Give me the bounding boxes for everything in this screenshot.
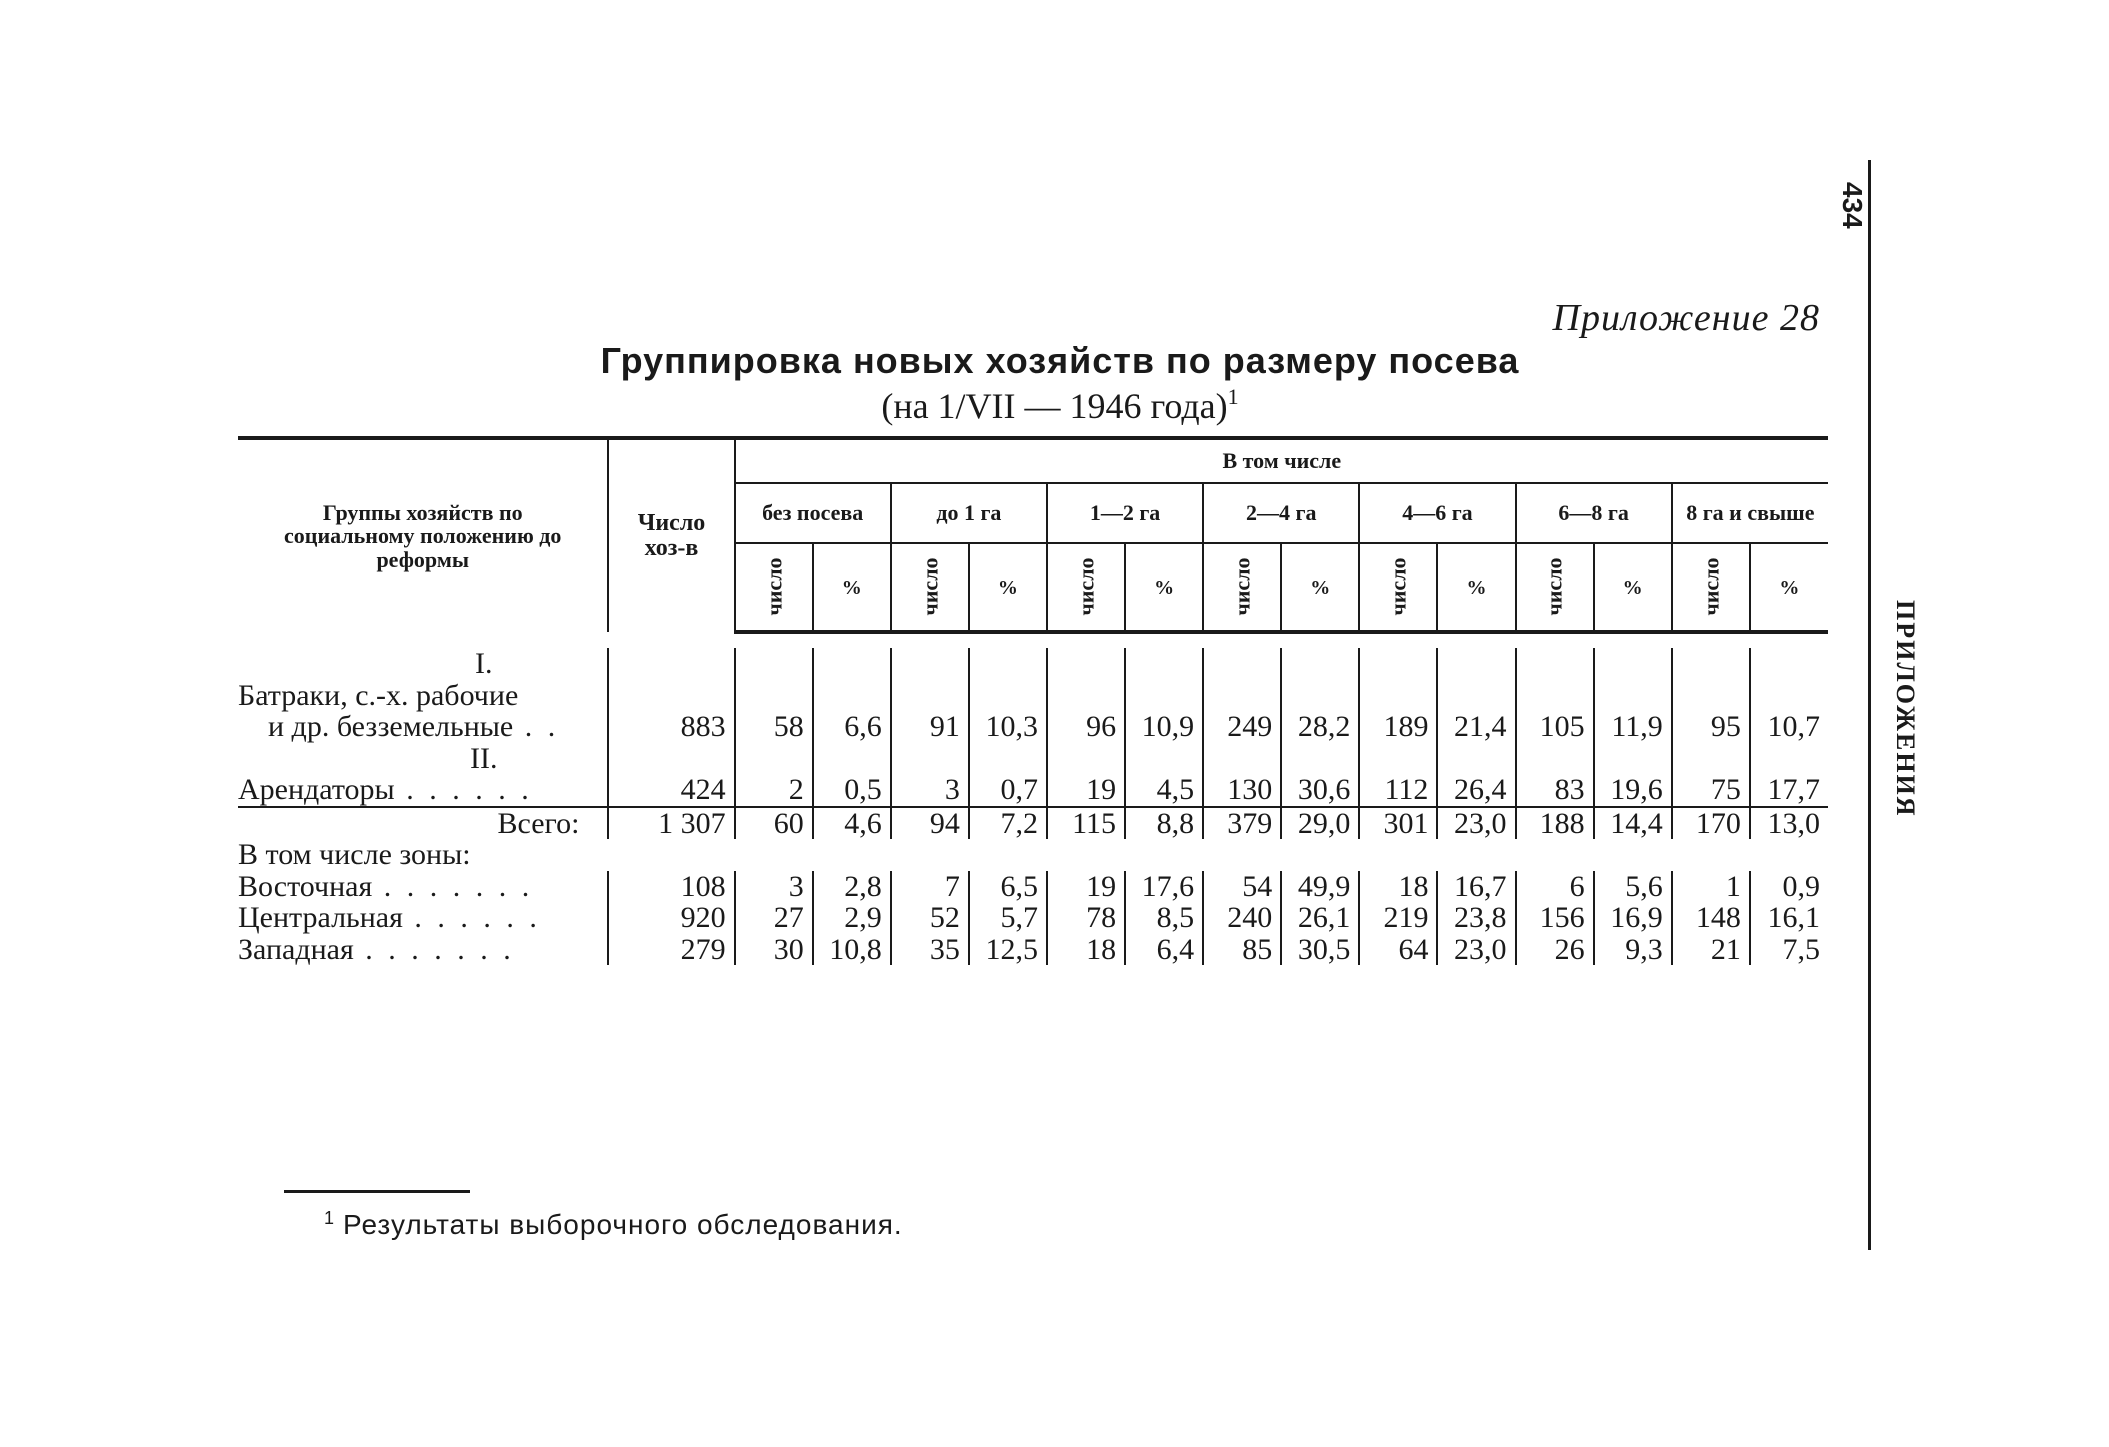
cell-percent: 10,3 <box>969 711 1047 743</box>
cell-percent: 5,6 <box>1594 871 1672 903</box>
sub-pct-label: % <box>1466 577 1487 599</box>
sub-pct-label: % <box>1310 577 1331 599</box>
cell-total-count: 920 <box>608 902 734 934</box>
cell-percent: 11,9 <box>1594 711 1672 743</box>
cell-count: 3 <box>735 871 813 903</box>
row-label-text: Западная <box>238 932 354 966</box>
cell-count: 91 <box>891 711 969 743</box>
sub-pct-header <box>1437 543 1515 632</box>
group-2-roman-row <box>238 743 1828 775</box>
cell-count: 240 <box>1203 902 1281 934</box>
cell-percent: 7,2 <box>969 807 1047 840</box>
footnote-number: 1 <box>324 1208 336 1228</box>
cell-percent: 16,1 <box>1750 902 1828 934</box>
cell-count: 1 <box>1672 871 1750 903</box>
sub-count-label: число <box>1073 557 1099 617</box>
cell-count: 19 <box>1047 774 1125 807</box>
table-row <box>238 774 1828 807</box>
zones-heading: В том числе зоны: <box>238 838 471 871</box>
sub-pct-label: % <box>1622 577 1643 599</box>
sub-pct-label: % <box>997 577 1018 599</box>
sub-count-header <box>1359 543 1437 632</box>
cell-count: 170 <box>1672 807 1750 840</box>
cell-total-count: 108 <box>608 871 734 903</box>
row-label-text: Восточная <box>238 869 373 903</box>
including-header: В том числе <box>735 438 1828 483</box>
cell-total-count: 1 307 <box>608 807 734 840</box>
cell-total-count: 883 <box>608 711 734 743</box>
cell-percent: 16,7 <box>1437 871 1515 903</box>
sub-pct-header <box>1125 543 1203 632</box>
page-title: Группировка новых хозяйств по размеру посева <box>600 340 1520 381</box>
cell-count: 94 <box>891 807 969 840</box>
cell-percent: 14,4 <box>1594 807 1672 840</box>
table-row <box>238 711 1828 743</box>
cell-percent: 16,9 <box>1594 902 1672 934</box>
row-label-text: Центральная <box>238 901 403 934</box>
sub-pct-header <box>1750 543 1828 632</box>
sub-count-header <box>1672 543 1750 632</box>
cell-percent: 26,1 <box>1281 902 1359 934</box>
cell-percent: 10,8 <box>813 934 891 966</box>
cell-percent: 30,5 <box>1281 934 1359 966</box>
margin-rule <box>1868 160 1871 1250</box>
cell-count: 115 <box>1047 807 1125 840</box>
sub-pct-label: % <box>841 577 862 599</box>
page-subtitle <box>560 384 1560 427</box>
cell-count: 18 <box>1047 934 1125 966</box>
cell-count: 2 <box>735 774 813 807</box>
group-2-roman: II. <box>469 741 498 775</box>
cell-count: 21 <box>1672 934 1750 966</box>
cell-count: 7 <box>891 871 969 903</box>
total-row <box>238 807 1828 840</box>
band-header: до 1 га <box>891 483 1047 543</box>
footnote-text: Результаты выборочного обследования. <box>343 1209 903 1240</box>
cell-percent: 2,9 <box>813 902 891 934</box>
dot-leader: . . . . . . <box>402 901 541 934</box>
cell-percent: 49,9 <box>1281 871 1359 903</box>
row-label <box>238 871 608 903</box>
cell-count: 60 <box>735 807 813 840</box>
band-header: 6—8 га <box>1516 483 1672 543</box>
band-header: 8 га и свыше <box>1672 483 1828 543</box>
cell-percent: 6,4 <box>1125 934 1203 966</box>
row-label <box>238 774 608 807</box>
section-label: ПРИЛОЖЕНИЯ <box>1891 600 1920 818</box>
cell-count: 148 <box>1672 902 1750 934</box>
band-header: 4—6 га <box>1359 483 1515 543</box>
cell-percent: 23,0 <box>1437 934 1515 966</box>
group-1-roman-row <box>238 648 1828 680</box>
footnote-rule <box>284 1190 470 1193</box>
row-label <box>238 902 608 934</box>
cell-percent: 17,6 <box>1125 871 1203 903</box>
cell-count: 35 <box>891 934 969 966</box>
cell-percent: 0,9 <box>1750 871 1828 903</box>
cell-percent: 10,7 <box>1750 711 1828 743</box>
cell-count: 58 <box>735 711 813 743</box>
cell-count: 52 <box>891 902 969 934</box>
zones-heading-row <box>238 839 1828 871</box>
count-column-header: Число хоз-в <box>608 438 734 632</box>
appendix-label: Приложение 28 <box>1552 297 1820 339</box>
sub-count-header <box>1047 543 1125 632</box>
row-label <box>238 711 608 743</box>
cell-percent: 17,7 <box>1750 774 1828 807</box>
cell-percent: 6,5 <box>969 871 1047 903</box>
cell-count: 85 <box>1203 934 1281 966</box>
cell-count: 26 <box>1516 934 1594 966</box>
cell-count: 27 <box>735 902 813 934</box>
table-row <box>238 934 1828 966</box>
cell-percent: 13,0 <box>1750 807 1828 840</box>
band-header: 2—4 га <box>1203 483 1359 543</box>
cell-count: 83 <box>1516 774 1594 807</box>
cell-percent: 5,7 <box>969 902 1047 934</box>
cell-percent: 23,0 <box>1437 807 1515 840</box>
dot-leader: . . . . . . <box>394 773 533 806</box>
cell-count: 130 <box>1203 774 1281 807</box>
sub-count-header <box>1203 543 1281 632</box>
cell-count: 3 <box>891 774 969 807</box>
cell-percent: 4,5 <box>1125 774 1203 807</box>
subtitle-text: (на 1/VII — 1946 года) <box>881 386 1228 426</box>
cell-percent: 6,6 <box>813 711 891 743</box>
cell-percent: 0,7 <box>969 774 1047 807</box>
cell-percent: 29,0 <box>1281 807 1359 840</box>
cell-percent: 23,8 <box>1437 902 1515 934</box>
sub-pct-label: % <box>1154 577 1175 599</box>
cell-count: 18 <box>1359 871 1437 903</box>
sub-count-label: число <box>761 557 787 617</box>
row-label <box>238 934 608 966</box>
band-header: без посева <box>735 483 891 543</box>
cell-count: 95 <box>1672 711 1750 743</box>
sub-pct-header <box>969 543 1047 632</box>
sub-count-header <box>1516 543 1594 632</box>
sub-pct-header <box>1594 543 1672 632</box>
group-1-label-line1: Батраки, с.-х. рабочие <box>238 678 519 712</box>
band-header: 1—2 га <box>1047 483 1203 543</box>
cell-count: 78 <box>1047 902 1125 934</box>
cell-count: 105 <box>1516 711 1594 743</box>
sub-count-label: число <box>1229 557 1255 617</box>
dot-leader: . . . . . . . <box>353 932 515 966</box>
sub-count-label: число <box>917 557 943 617</box>
cell-count: 112 <box>1359 774 1437 807</box>
cell-count: 96 <box>1047 711 1125 743</box>
group-column-header: Группы хозяйств по социальному положению до реформы <box>238 438 608 632</box>
cell-count: 30 <box>735 934 813 966</box>
cell-count: 156 <box>1516 902 1594 934</box>
cell-count: 189 <box>1359 711 1437 743</box>
sub-count-header <box>891 543 969 632</box>
table-row <box>238 871 1828 903</box>
cell-count: 6 <box>1516 871 1594 903</box>
group-1-label-row <box>238 680 1828 712</box>
row-label-text: и др. безземельные <box>268 710 514 743</box>
cell-count: 19 <box>1047 871 1125 903</box>
cell-count: 64 <box>1359 934 1437 966</box>
cell-percent: 2,8 <box>813 871 891 903</box>
data-table <box>238 436 1828 965</box>
cell-count: 379 <box>1203 807 1281 840</box>
cell-percent: 26,4 <box>1437 774 1515 807</box>
cell-count: 188 <box>1516 807 1594 840</box>
dot-leader: . . . . . . . <box>372 869 534 903</box>
page-number: 434 <box>1837 182 1868 229</box>
total-label: Всего: <box>238 807 608 840</box>
sub-pct-label: % <box>1779 577 1800 599</box>
cell-percent: 21,4 <box>1437 711 1515 743</box>
cell-percent: 12,5 <box>969 934 1047 966</box>
cell-percent: 19,6 <box>1594 774 1672 807</box>
footnote-marker: 1 <box>1227 384 1239 409</box>
cell-count: 301 <box>1359 807 1437 840</box>
cell-percent: 28,2 <box>1281 711 1359 743</box>
sub-count-header <box>735 543 813 632</box>
cell-percent: 9,3 <box>1594 934 1672 966</box>
sub-count-label: число <box>1385 557 1411 617</box>
cell-total-count: 424 <box>608 774 734 807</box>
cell-count: 249 <box>1203 711 1281 743</box>
cell-percent: 8,5 <box>1125 902 1203 934</box>
cell-percent: 8,8 <box>1125 807 1203 840</box>
sub-count-label: число <box>1698 557 1724 617</box>
cell-percent: 7,5 <box>1750 934 1828 966</box>
sub-count-label: число <box>1542 557 1568 617</box>
sub-pct-header <box>813 543 891 632</box>
sub-pct-header <box>1281 543 1359 632</box>
cell-percent: 30,6 <box>1281 774 1359 807</box>
dot-leader: . . <box>513 710 560 743</box>
table-row <box>238 902 1828 934</box>
group-1-roman: I. <box>474 647 493 680</box>
cell-percent: 4,6 <box>813 807 891 840</box>
row-label-text: Арендаторы <box>238 773 395 806</box>
footnote <box>324 1208 903 1241</box>
cell-percent: 0,5 <box>813 774 891 807</box>
cell-count: 219 <box>1359 902 1437 934</box>
cell-count: 54 <box>1203 871 1281 903</box>
cell-total-count: 279 <box>608 934 734 966</box>
cell-count: 75 <box>1672 774 1750 807</box>
cell-percent: 10,9 <box>1125 711 1203 743</box>
